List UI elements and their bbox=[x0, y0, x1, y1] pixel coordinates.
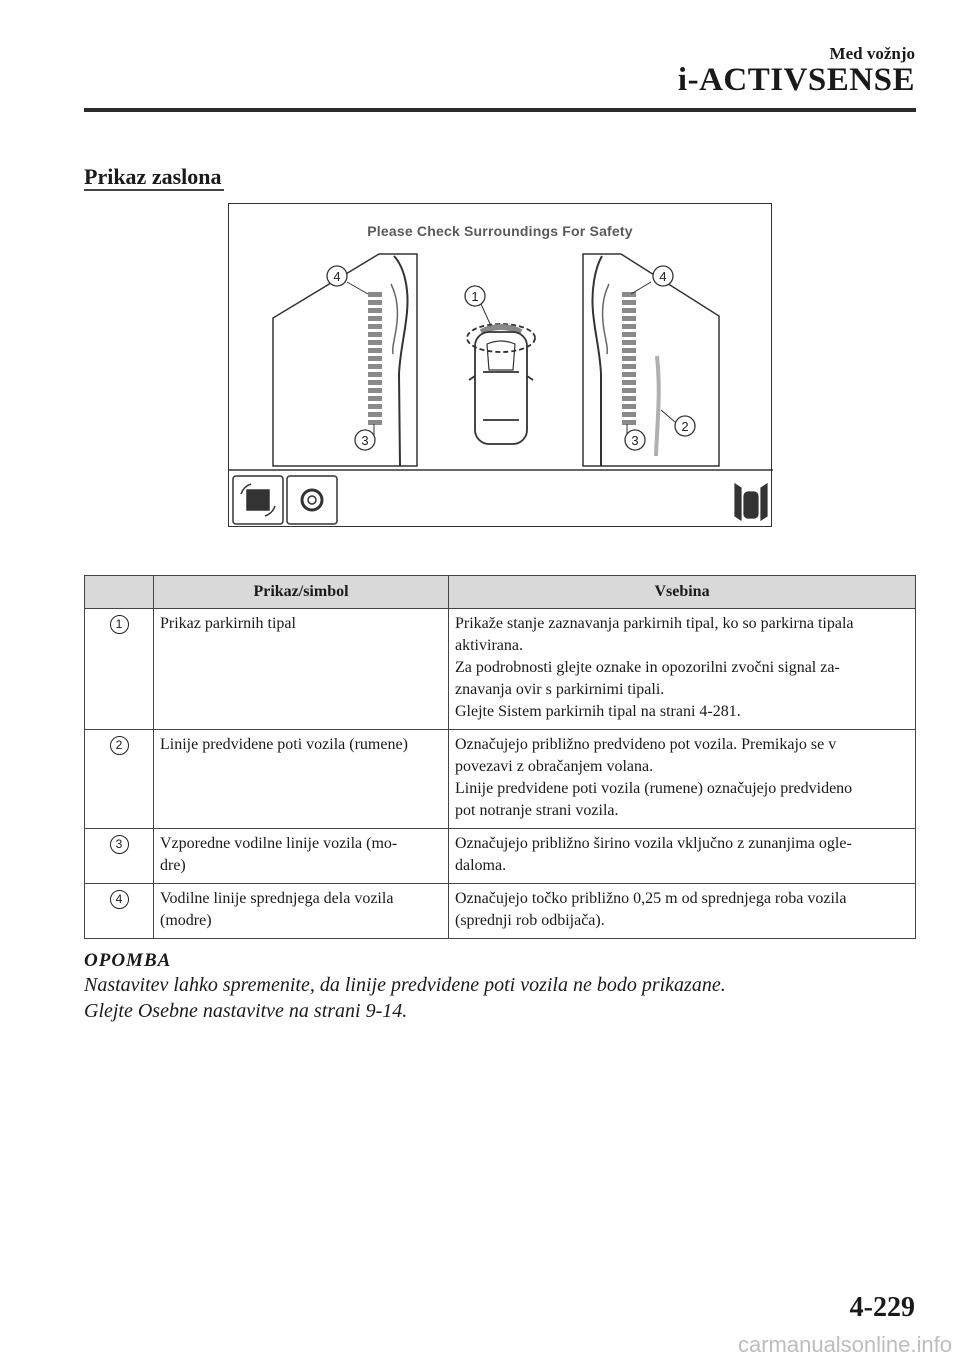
right-distance-bars bbox=[622, 292, 636, 425]
table-cell-display: Vzporedne vodilne linije vozila (mo- dre) bbox=[154, 829, 449, 884]
note-text bbox=[84, 972, 726, 1024]
header-rule bbox=[84, 108, 916, 112]
table-header-display: Prikaz/simbol bbox=[154, 576, 449, 609]
section-title: Prikaz zaslona bbox=[84, 164, 222, 189]
table-row bbox=[85, 730, 916, 829]
header-section: i-ACTIVSENSE bbox=[677, 62, 915, 98]
callout-circles bbox=[327, 266, 695, 450]
table-header-content: Vsebina bbox=[449, 576, 916, 609]
car-top-view bbox=[467, 324, 535, 444]
section-title-underline bbox=[84, 189, 224, 191]
callout-1: 1 bbox=[471, 289, 479, 304]
note-line: Glejte Osebne nastavitve na strani 9-14. bbox=[84, 1000, 408, 1022]
number-circle: 1 bbox=[110, 615, 129, 634]
screen-drawing bbox=[229, 204, 773, 528]
screen-banner: Please Check Surroundings For Safety bbox=[367, 223, 633, 239]
screen-illustration bbox=[228, 203, 772, 527]
table-cell-display: Linije predvidene poti vozila (rumene) bbox=[154, 730, 449, 829]
sensor-status-icon bbox=[735, 484, 767, 520]
callout-3-right: 3 bbox=[631, 433, 639, 448]
table-header-row bbox=[85, 576, 916, 609]
symbol-table bbox=[84, 575, 916, 939]
table-cell-display: Prikaz parkirnih tipal bbox=[154, 609, 449, 730]
settings-gear-icon bbox=[287, 476, 337, 524]
left-distance-bars bbox=[368, 292, 382, 425]
table-cell-content: Označujejo točko približno 0,25 m od sprednjega roba vozila (sprednji rob odbijača). bbox=[449, 884, 916, 939]
header-chapter: Med vožnjo bbox=[829, 44, 915, 63]
page-number: 4-229 bbox=[849, 1292, 915, 1323]
table-cell-num bbox=[85, 829, 154, 884]
table-row bbox=[85, 609, 916, 730]
callout-4-left: 4 bbox=[333, 269, 341, 284]
table-row bbox=[85, 829, 916, 884]
number-circle: 2 bbox=[110, 736, 129, 755]
note-line: Nastavitev lahko spremenite, da linije predvidene poti vozila ne bodo prikazane. bbox=[84, 974, 726, 996]
table-cell-content: Prikaže stanje zaznavanja parkirnih tipal, ko so parkirna tipala aktivirana. Za podrobnosti glejte oznake in opozorilni zvočni signal za- znavanja ovir s parkirnimi tipali. Glejte Sistem parkirnih tipal na strani 4-281. bbox=[449, 609, 916, 730]
table-cell-num bbox=[85, 609, 154, 730]
callout-2: 2 bbox=[681, 419, 689, 434]
table-cell-content: Označujejo približno širino vozila vključno z zunanjima ogle- daloma. bbox=[449, 829, 916, 884]
table-row bbox=[85, 884, 916, 939]
view-switch-icon bbox=[233, 476, 283, 524]
number-circle: 4 bbox=[110, 890, 129, 909]
right-side-view bbox=[583, 254, 719, 466]
left-side-view bbox=[273, 254, 417, 466]
table-cell-display: Vodilne linije sprednjega dela vozila (modre) bbox=[154, 884, 449, 939]
callout-3-left: 3 bbox=[361, 433, 369, 448]
table-cell-num bbox=[85, 730, 154, 829]
watermark: carmanualsonline.info bbox=[737, 1332, 952, 1357]
table-cell-num bbox=[85, 884, 154, 939]
predicted-path-line bbox=[656, 356, 659, 456]
table-header-num bbox=[85, 576, 154, 609]
note-title: OPOMBA bbox=[84, 950, 172, 971]
callout-4-right: 4 bbox=[659, 269, 667, 284]
table-cell-content: Označujejo približno predvideno pot vozila. Premikajo se v povezavi z obračanjem volana. Linije predvidene poti vozila (rumene) označujejo predvideno pot notranje strani vozila. bbox=[449, 730, 916, 829]
number-circle: 3 bbox=[110, 835, 129, 854]
